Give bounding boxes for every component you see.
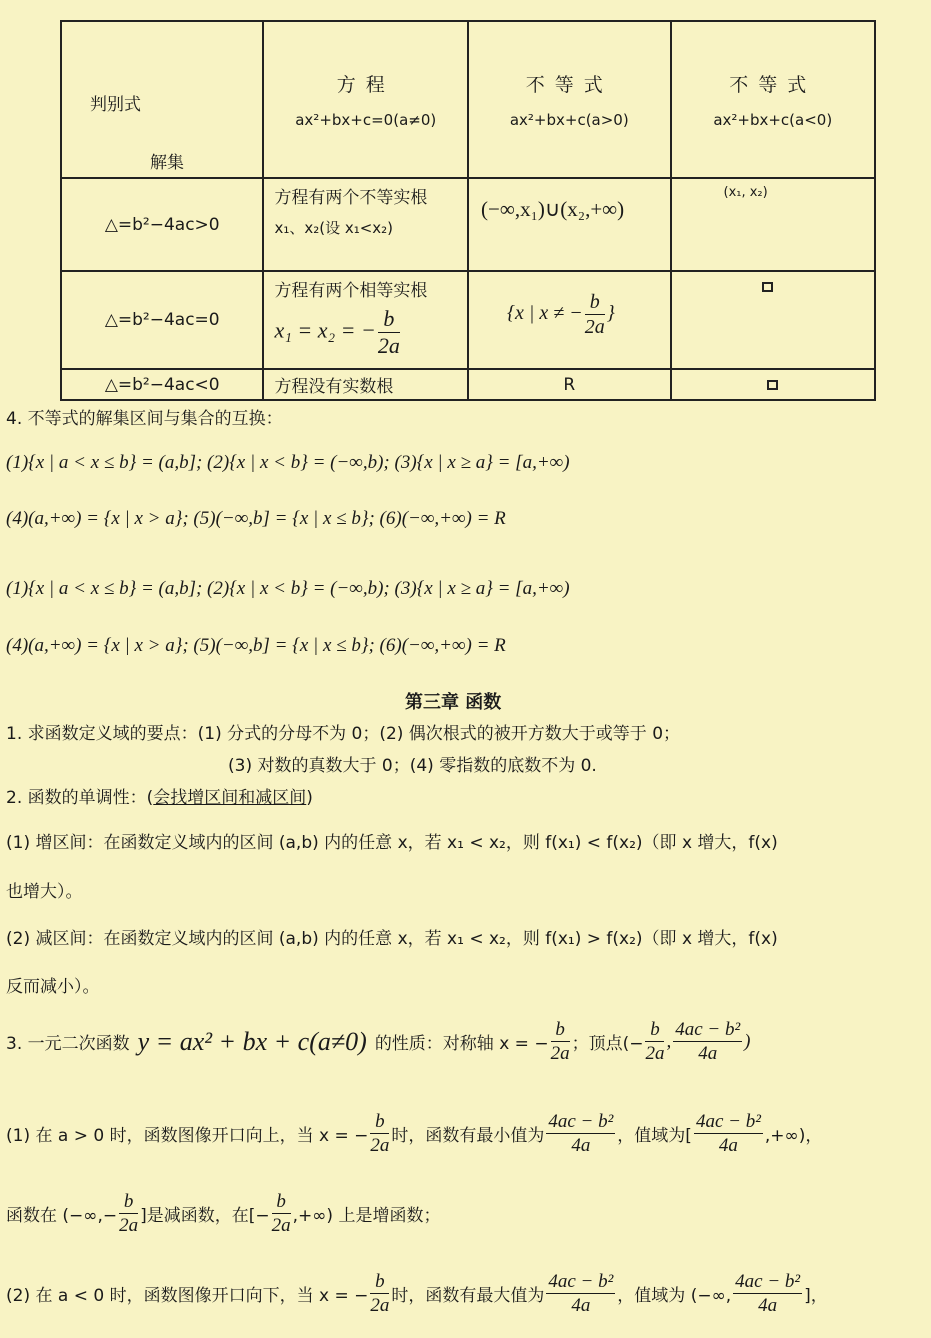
p1-text-d: ,+∞)，	[764, 1126, 823, 1146]
p1-line2-c: ,+∞) 上是增函数；	[292, 1206, 441, 1226]
header-expr: ax²+bx+c(a>0)	[509, 111, 629, 129]
header-equation	[263, 21, 468, 178]
fraction	[378, 308, 400, 357]
fraction	[546, 1112, 615, 1155]
fraction	[370, 1272, 389, 1315]
item1-line1: 1. 求函数定义域的要点：(1) 分式的分母不为 0；(2) 偶次根式的被开方数大于或等于 0；	[6, 724, 681, 744]
ineq-neg-value: (x₁, x₂)	[723, 185, 768, 200]
eq-line2: x₁、x₂(设 x₁<x₂)	[274, 219, 394, 237]
item3-vertex-label: ；顶点(−	[571, 1034, 644, 1054]
frac-den: 4a	[698, 1043, 718, 1064]
frac-den: 2a	[645, 1043, 665, 1064]
corner-cell	[61, 21, 263, 178]
frac-den: 4a	[718, 1135, 738, 1156]
header-expr: ax²+bx+c=0(a≠0)	[295, 111, 437, 129]
frac-num: 4ac − b²	[695, 1111, 761, 1132]
ineq-pos-value: (−∞,x₁)∪(x₂,+∞)	[481, 197, 625, 221]
frac-num: 4ac − b²	[548, 1111, 614, 1132]
increasing-line1: (1) 增区间：在函数定义域内的区间 (a,b) 内的任意 x，若 x₁ < x₂，则 f(x₁) < f(x₂)（即 x 增大，f(x)	[6, 833, 778, 853]
item3-line: 3. 一元二次函数 y = ax² + bx + c(a≠0) 的性质：对称轴 x = − $\frac{b}{2a}$ ；顶点(− $\frac{b}{2a}$ , $\frac{\text{4ac − b²}}{4a}$ )	[6, 1019, 751, 1064]
header-ineq-neg	[671, 21, 876, 178]
section4-title: 4. 不等式的解集区间与集合的互换：	[6, 409, 283, 429]
section4-line3: (1){x | a < x ≤ b} = (a,b]; (2){x | x < b} = (−∞,b); (3){x | x ≥ a} = [a,+∞)	[6, 578, 570, 599]
frac-den: 2a	[271, 1215, 291, 1236]
fraction	[551, 1020, 570, 1063]
frac-den: 2a	[370, 1295, 390, 1316]
eq-cell	[263, 369, 468, 400]
fraction	[546, 1272, 615, 1315]
frac-num: b	[645, 1020, 664, 1042]
item2-suffix: )	[306, 788, 313, 808]
item2-prefix: 2. 函数的单调性：(	[6, 788, 154, 808]
ineq-neg-cell	[671, 178, 876, 271]
frac-num: b	[378, 308, 400, 333]
fraction	[119, 1192, 138, 1235]
set-lhs: {x | x ≠ −	[507, 302, 583, 325]
fraction	[370, 1112, 389, 1155]
section4-line2: (4)(a,+∞) = {x | x > a}; (5)(−∞,b] = {x | x ≤ b}; (6)(−∞,+∞) = R	[6, 508, 506, 529]
p1-line2-a: 函数在 (−∞,−	[6, 1206, 118, 1226]
eq-line2	[274, 308, 401, 357]
item2-underlined: 会找增区间和减区间	[153, 788, 307, 808]
ineq-pos-cell	[468, 271, 670, 369]
disc-cell: △=b²−4ac=0	[61, 271, 263, 369]
frac-num: b	[272, 1192, 291, 1214]
p1-text-b: 时，函数有最小值为	[391, 1126, 545, 1146]
p1-line2-b: ]是减函数，在[−	[140, 1206, 270, 1226]
item3-prefix: 3. 一元二次函数	[6, 1034, 130, 1054]
fraction	[733, 1272, 802, 1315]
section4-line4: (4)(a,+∞) = {x | x > a}; (5)(−∞,b] = {x | x ≤ b}; (6)(−∞,+∞) = R	[6, 635, 506, 656]
frac-num: 4ac − b²	[548, 1271, 614, 1292]
ineq-pos-value	[507, 292, 615, 337]
header-expr: ax²+bx+c(a<0)	[713, 111, 833, 129]
increasing-line2: 也增大）。	[6, 882, 83, 902]
ineq-pos-cell	[468, 178, 670, 271]
set-rhs: }	[606, 302, 615, 325]
disc-cell: △=b²−4ac>0	[61, 178, 263, 271]
frac-den: 4a	[758, 1295, 778, 1316]
frac-den: 4a	[571, 1295, 591, 1316]
eq-line1: 方程有两个不等实根	[274, 188, 428, 208]
frac-den: 2a	[584, 316, 605, 338]
eq-line1: 方程没有实数根	[274, 377, 394, 397]
frac-num: b	[119, 1192, 138, 1214]
header-title: 方程	[336, 74, 395, 96]
frac-num: 4ac − b²	[675, 1019, 741, 1040]
p2-text-c: ，值域为 (−∞,	[617, 1286, 732, 1306]
section4-line1: (1){x | a < x ≤ b} = (a,b]; (2){x | x < b} = (−∞,b); (3){x | x ≥ a} = [a,+∞)	[6, 452, 570, 473]
item2-line	[6, 783, 313, 808]
eq-line1: 方程有两个相等实根	[274, 281, 428, 301]
frac-num: b	[585, 292, 605, 315]
frac-den: 4a	[571, 1135, 591, 1156]
frac-num: b	[370, 1112, 389, 1134]
ineq-neg-cell	[671, 271, 876, 369]
ineq-neg-cell	[671, 369, 876, 400]
item1-line2: (3) 对数的真数大于 0；(4) 零指数的底数不为 0.	[228, 756, 597, 776]
decreasing-line1: (2) 减区间：在函数定义域内的区间 (a,b) 内的任意 x，若 x₁ < x₂，则 f(x₁) > f(x₂)（即 x 增大，f(x)	[6, 929, 778, 949]
decreasing-line2: 反而减小）。	[6, 977, 100, 997]
p2-text-b: 时，函数有最大值为	[391, 1286, 545, 1306]
empty-box-icon	[762, 282, 773, 292]
property1-line2	[6, 1192, 440, 1235]
fraction	[585, 292, 605, 337]
frac-num: 4ac − b²	[735, 1271, 801, 1292]
empty-box-icon	[767, 380, 778, 390]
corner-bottom: 解集	[150, 153, 184, 173]
fraction	[673, 1020, 742, 1063]
frac-den: 2a	[377, 333, 400, 358]
property1-line1	[6, 1112, 822, 1155]
fraction	[645, 1020, 664, 1063]
frac-num: b	[551, 1020, 570, 1042]
discriminant-table	[60, 20, 876, 401]
p2-text-a: (2) 在 a < 0 时，函数图像开口向下，当 x = −	[6, 1286, 369, 1306]
header-title: 不等式	[525, 74, 613, 96]
chapter-title: 第三章 函数	[405, 692, 502, 713]
header-ineq-pos	[468, 21, 670, 178]
eq-lhs: x₁ = x₂ = −	[274, 317, 376, 343]
ineq-pos-cell: R	[468, 369, 670, 400]
property2-line1	[6, 1272, 828, 1315]
item3-axis-label: 的性质：对称轴 x = −	[374, 1034, 549, 1054]
p2-text-d: ]，	[804, 1286, 828, 1306]
frac-den: 2a	[550, 1043, 570, 1064]
header-title: 不等式	[729, 74, 817, 96]
frac-num: b	[370, 1272, 389, 1294]
frac-den: 2a	[119, 1215, 139, 1236]
quadratic-function: y = ax² + bx + c(a≠0)	[137, 1026, 367, 1056]
disc-cell: △=b²−4ac<0	[61, 369, 263, 400]
fraction	[694, 1112, 763, 1155]
corner-top: 判别式	[90, 95, 141, 115]
p1-text-a: (1) 在 a > 0 时，函数图像开口向上，当 x = −	[6, 1126, 369, 1146]
eq-cell	[263, 178, 468, 271]
frac-den: 2a	[370, 1135, 390, 1156]
p1-text-c: ，值域为[	[617, 1126, 692, 1146]
eq-cell	[263, 271, 468, 369]
fraction	[272, 1192, 291, 1235]
